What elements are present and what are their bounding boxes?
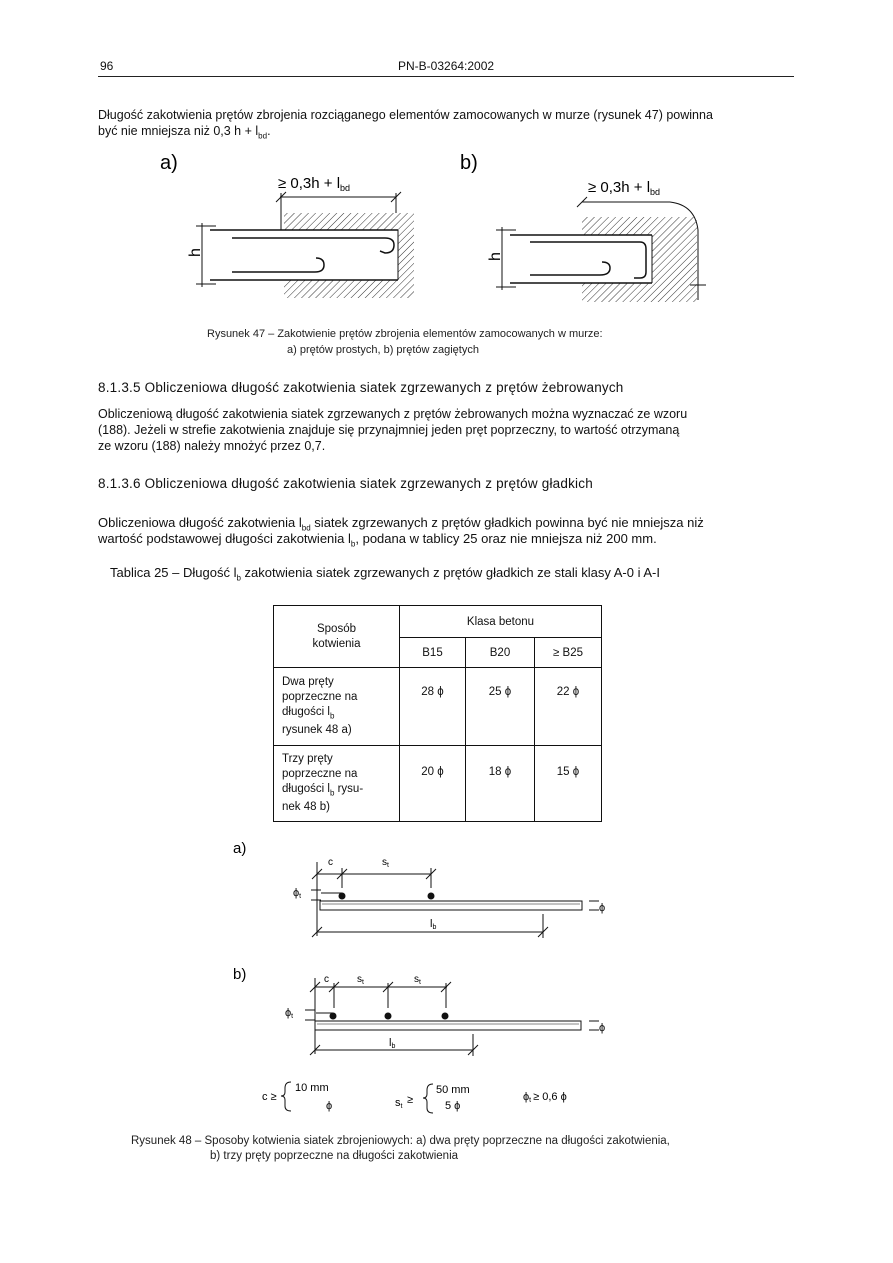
svg-text:ϕ: ϕ xyxy=(599,1022,606,1034)
svg-text:c ≥: c ≥ xyxy=(262,1091,277,1103)
svg-text:st: $s_t$ xyxy=(357,974,364,986)
svg-text:c: c xyxy=(324,974,329,985)
fig48-caption-2: b) trzy pręty poprzeczne na długości zakotwienia xyxy=(210,1150,459,1162)
section-8135-line-1: Obliczeniową długość zakotwienia siatek zgrzewanych z prętów żebrowanych można wyznaczać ze wzoru xyxy=(98,407,688,421)
intro-line-2: być nie mniejsza niż 0,3 $h + l_{bd}$. xyxy=(98,124,271,141)
svg-text:50 mm: 50 mm xyxy=(436,1084,470,1096)
svg-text:ϕ: ϕ xyxy=(599,902,606,914)
section-8135-title: 8.1.3.5 Obliczeniowa długość zakotwienia siatek zgrzewanych z prętów żebrowanych xyxy=(98,380,624,395)
col-header-b20: B20 xyxy=(466,638,535,668)
svg-text:lb: lb xyxy=(430,918,437,931)
row2-b20: 18 ϕ xyxy=(466,746,535,822)
fig47-label-b: b) xyxy=(460,152,478,174)
page-number: 96 xyxy=(100,59,114,73)
svg-text:h: h xyxy=(187,248,204,257)
fig48-label-a: a) xyxy=(233,840,247,857)
svg-text:ϕt: ϕt xyxy=(285,1007,294,1020)
fig48-caption-1: Rysunek 48 – Sposoby kotwienia siatek zbrojeniowych: a) dwa pręty poprzeczne na długości zakotwienia, xyxy=(131,1135,670,1147)
svg-text:st: $s_t$ xyxy=(382,857,389,869)
svg-text:st: st xyxy=(395,1097,403,1110)
col-header-b15: B15 xyxy=(400,638,466,668)
svg-text:h: h xyxy=(487,252,504,261)
svg-text:≥ 0,3h + lbd: ≥ $0,3h + l_{bd}$ xyxy=(588,179,661,197)
col-header-class: Klasa betonu xyxy=(400,606,602,638)
fig48-label-b: b) xyxy=(233,966,247,983)
row1-b15: 28 ϕ xyxy=(400,668,466,746)
row1-method: Dwa pręty poprzeczne na długości $l_b$ rysunek 48 a) xyxy=(274,668,400,746)
header-rule xyxy=(98,76,794,77)
figure-47 xyxy=(150,145,730,320)
section-8135-line-3: ze wzoru (188) należy mnożyć przez 0,7. xyxy=(98,439,326,453)
row1-b20: 25 ϕ xyxy=(466,668,535,746)
standard-code: PN-B-03264:2002 xyxy=(398,59,495,73)
fig47-caption-1: Rysunek 47 – Zakotwienie prętów zbrojenia elementów zamocowanych w murze: xyxy=(207,328,603,340)
table-25-title: Tablica 25 – Długość $l_b$ zakotwienia siatek zgrzewanych z prętów gładkich ze stali klasy A-0 i A-I xyxy=(110,565,660,583)
row2-b25: 15 ϕ xyxy=(535,746,602,822)
row1-b25: 22 ϕ xyxy=(535,668,602,746)
svg-text:lb: lb xyxy=(389,1037,396,1050)
svg-text:ϕt≥ 0,6 ϕ: ϕt ≥ 0,6 ϕ xyxy=(523,1091,567,1104)
svg-text:≥ 0,3h + lbd: ≥ $0,3h + l_{bd}$ xyxy=(278,175,351,193)
col-header-b25: ≥ B25 xyxy=(535,638,602,668)
fig47-label-a: a) xyxy=(160,152,178,174)
svg-text:5 ϕ: 5 ϕ xyxy=(445,1100,461,1112)
figure-48 xyxy=(225,838,645,1123)
table-row xyxy=(274,668,602,746)
svg-text:ϕ: ϕ xyxy=(326,1100,333,1112)
section-8136-line-1: Obliczeniowa długość zakotwienia $l_{bd}$ siatek zgrzewanych z prętów gładkich powinna być nie mniejsza niż xyxy=(98,515,704,533)
svg-text:c: c xyxy=(328,857,333,868)
section-8136-title: 8.1.3.6 Obliczeniowa długość zakotwienia siatek zgrzewanych z prętów gładkich xyxy=(98,476,593,491)
section-8136-line-2: wartość podstawowej długości zakotwienia $l_b$, podana w tablicy 25 oraz nie mniejsza niż 200 mm. xyxy=(98,531,657,549)
fig47-caption-2: a) prętów prostych, b) prętów zagiętych xyxy=(287,344,479,356)
table-25 xyxy=(273,605,602,822)
row2-method: Trzy pręty poprzeczne na długości $l_b$ rysu- nek 48 b) xyxy=(274,746,400,822)
section-8135-line-2: (188). Jeżeli w strefie zakotwienia znajduje się przynajmniej jeden pręt poprzeczny, to wartość otrzymaną xyxy=(98,423,680,437)
svg-text:10 mm: 10 mm xyxy=(295,1082,329,1094)
table-row xyxy=(274,746,602,822)
svg-text:st: $s_t$ xyxy=(414,974,421,986)
intro-line-1: Długość zakotwienia prętów zbrojenia rozciąganego elementów zamocowanych w murze (rysunek 47) powinna xyxy=(98,108,713,122)
svg-text:ϕt: ϕt xyxy=(293,887,302,900)
col-header-method: Sposób kotwienia xyxy=(274,606,400,668)
row2-b15: 20 ϕ xyxy=(400,746,466,822)
svg-text:≥: ≥ xyxy=(407,1094,414,1106)
